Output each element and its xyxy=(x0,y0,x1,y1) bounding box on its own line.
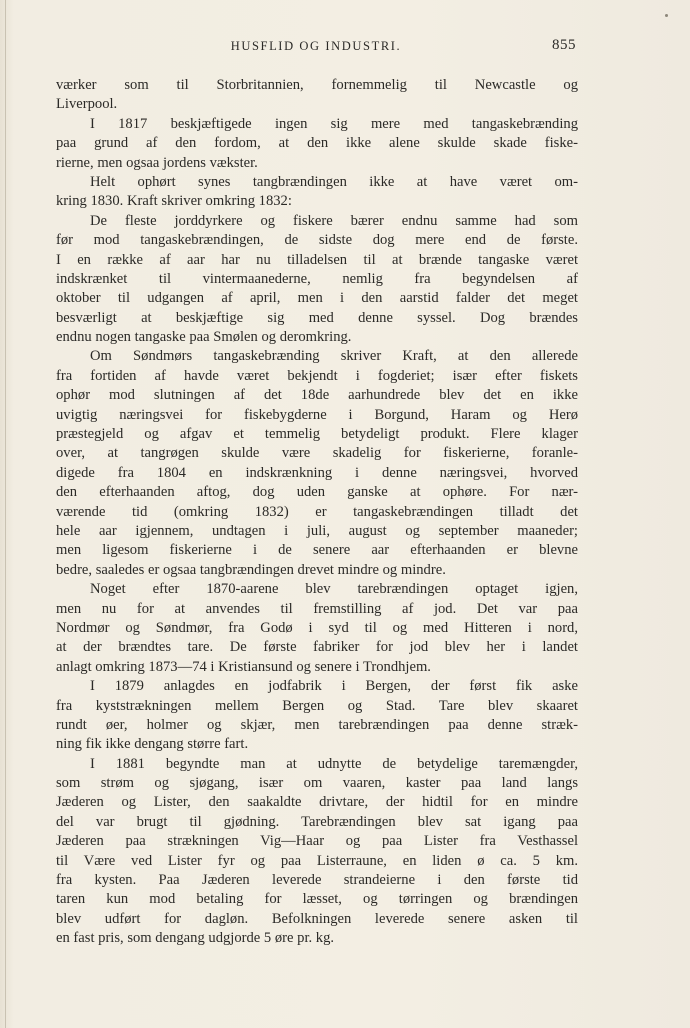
text-line: paa grund af den fordom, at den ikke alene skulde skade fiske- xyxy=(56,135,578,152)
text-line: blev udført for dagløn. Befolkningen leverede senere asken til xyxy=(56,910,578,927)
text-line: som strøm og sjøgang, især om vaaren, kaster paa land langs xyxy=(56,775,578,792)
text-line: uvigtig næringsvei for fiskebygderne i Borgund, Haram og Herø xyxy=(56,406,578,423)
running-title: HUSFLID OG INDUSTRI. xyxy=(230,39,402,53)
text-line: værende tid (omkring 1832) er tangaskebrændingen tilladt det xyxy=(56,503,578,520)
body-text xyxy=(56,76,578,949)
text-line: Liverpool. xyxy=(56,96,118,113)
text-line: at der brændtes tare. De første fabriker for jod blev her i landet xyxy=(56,639,578,656)
text-line: I 1879 anlagdes en jodfabrik i Bergen, der først fik aske xyxy=(90,678,578,695)
text-line: rundt øer, holmer og skjær, men tarebrændingen paa denne stræk- xyxy=(56,716,578,733)
text-line: men nu for at anvendes til fremstilling af jod. Det var paa xyxy=(56,600,578,617)
page-header xyxy=(56,36,576,58)
text-line: besværligt at beskjæftige sig med denne syssel. Dog brændes xyxy=(56,309,578,326)
text-line: del var brugt til gjødning. Tarebrændingen blev sat igang paa xyxy=(56,813,578,830)
text-line: fra fortiden af havde været bekjendt i fogderiet; især efter fiskets xyxy=(56,367,578,384)
text-line: til Være ved Lister fyr og paa Listerraune, en liden ø ca. 5 km. xyxy=(56,852,578,869)
text-line: anlagt omkring 1873—74 i Kristiansund og senere i Trondhjem. xyxy=(56,658,431,675)
text-line: præstegjeld og afgav et temmelig betydeligt produkt. Flere klager xyxy=(56,426,578,443)
text-line: oktober til udgangen af april, men i den aarstid falder det meget xyxy=(56,290,578,307)
text-line: I en række af aar har nu tilladelsen til at brænde tangaske været xyxy=(56,251,578,268)
text-line: Jæderen og Lister, den saakaldte drivtare, der hidtil for en mindre xyxy=(56,794,578,811)
text-line: ning fik ikke dengang større fart. xyxy=(56,736,249,753)
text-line: Jæderen paa strækningen Vig—Haar og paa Lister fra Vesthassel xyxy=(56,833,578,850)
text-line: fra kysten. Paa Jæderen leverede strandeierne i den første tid xyxy=(56,872,578,889)
text-line: Noget efter 1870-aarene blev tarebrændingen optaget igjen, xyxy=(90,581,578,598)
page-edge-shadow xyxy=(5,0,6,1028)
text-line: Om Søndmørs tangaskebrænding skriver Kraft, at den allerede xyxy=(90,348,578,365)
text-line: over, at tangrøgen skulde være skadelig for fiskerierne, foranle- xyxy=(56,445,578,462)
text-line: Nordmør og Søndmør, fra Godø i syd til og med Hitteren i nord, xyxy=(56,619,578,636)
text-line: I 1817 beskjæftigede ingen sig mere med tangaskebrænding xyxy=(90,115,578,132)
text-line: endnu nogen tangaske paa Smølen og deromkring. xyxy=(56,329,352,346)
text-line: hele aar igjennem, undtagen i juli, august og september maaneder; xyxy=(56,522,578,539)
text-line: før mod tangaskebrændingen, de sidste dog mere end de første. xyxy=(56,232,578,249)
text-line: den efterhaanden aftog, dog uden ganske at ophøre. For nær- xyxy=(56,484,578,501)
text-line: bedre, saaledes er ogsaa tangbrændingen drevet mindre og mindre. xyxy=(56,561,446,578)
text-line: værker som til Storbritannien, fornemmelig til Newcastle og xyxy=(56,77,578,93)
page-number: 855 xyxy=(552,37,576,53)
text-line: men ligesom fiskerierne i de senere aar efterhaanden er blevne xyxy=(56,542,578,559)
corner-speck xyxy=(665,14,668,17)
text-line: ophør mod slutningen af det 18de aarhundrede blev det en ikke xyxy=(56,387,578,404)
text-line: De fleste jorddyrkere og fiskere bærer endnu samme had som xyxy=(90,212,578,229)
text-line: rierne, men ogsaa jordens vækster. xyxy=(56,154,258,171)
text-line: en fast pris, som dengang udgjorde 5 øre pr. kg. xyxy=(56,930,335,947)
text-line: fra kyststrækningen mellem Bergen og Stad. Tare blev skaaret xyxy=(56,697,578,714)
text-line: taren kun mod betaling for læsset, og tørringen og brændingen xyxy=(56,891,578,908)
text-line: indskrænket til vintermaanederne, nemlig fra begyndelsen af xyxy=(56,270,578,287)
text-line: digede fra 1804 en indskrænkning i denne næringsvei, hvorved xyxy=(56,464,578,481)
text-line: I 1881 begyndte man at udnytte de betydelige taremængder, xyxy=(90,755,578,772)
text-line: kring 1830. Kraft skriver omkring 1832: xyxy=(56,193,292,210)
text-line: Helt ophørt synes tangbrændingen ikke at have været om- xyxy=(90,173,578,190)
